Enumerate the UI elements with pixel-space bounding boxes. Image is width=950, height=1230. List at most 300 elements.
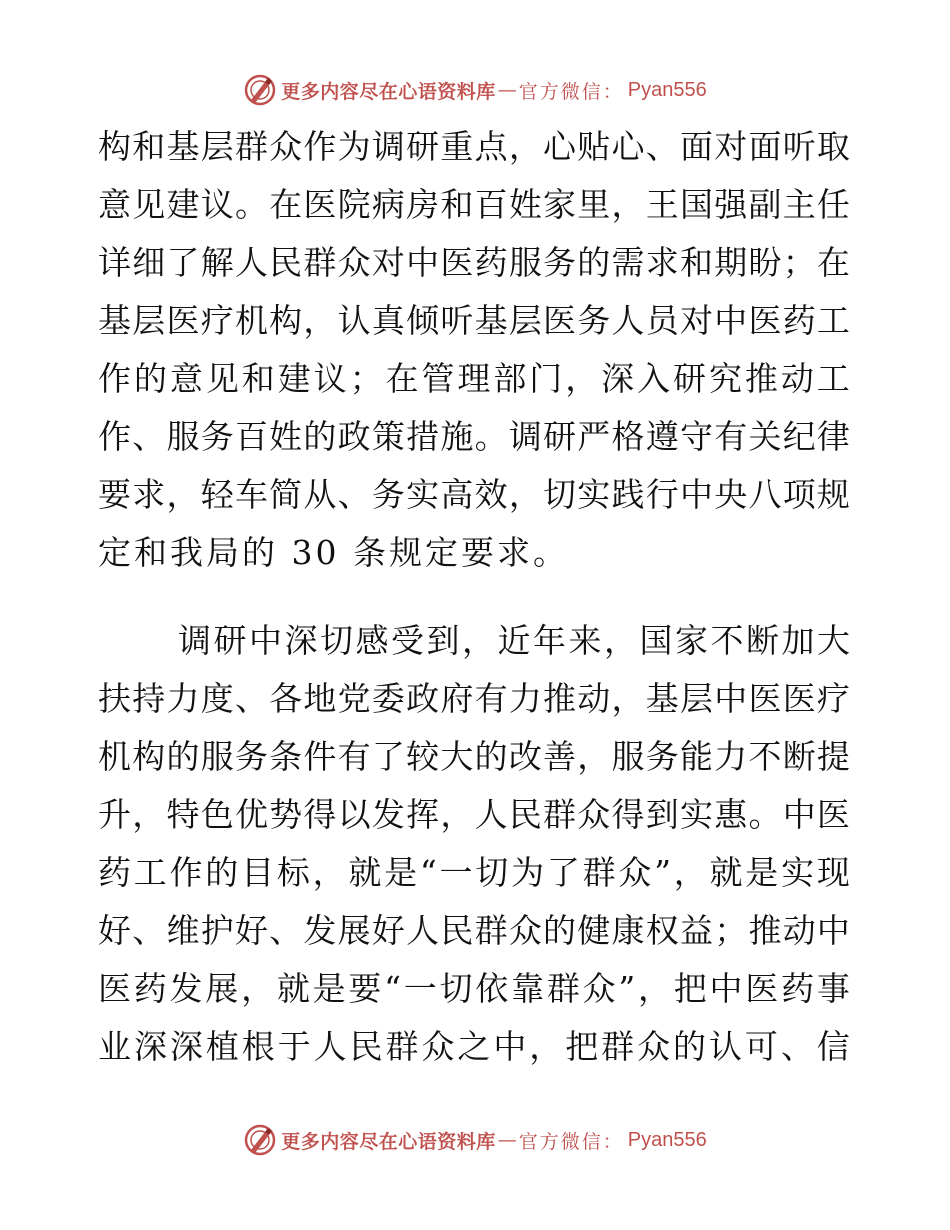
glyph: 群 [546, 969, 580, 1008]
glyph: 实 [577, 475, 611, 514]
glyph: ， [565, 359, 599, 398]
glyph: 在 [816, 243, 850, 282]
glyph: 盼 [748, 243, 782, 282]
glyph: 点 [474, 127, 508, 166]
glyph: 、 [132, 911, 166, 950]
text-line [98, 292, 850, 350]
glyph: 层 [679, 679, 713, 718]
glyph: 员 [645, 301, 679, 340]
glyph: 能 [679, 737, 713, 776]
glyph: 善 [543, 737, 577, 776]
glyph: 各 [269, 679, 303, 718]
glyph: 众 [582, 969, 616, 1008]
glyph: 要 [348, 969, 382, 1008]
watermark-official-label: 官方微信： [518, 80, 624, 103]
glyph: 意 [169, 359, 203, 398]
glyph: 医 [440, 243, 474, 282]
glyph: 施 [440, 417, 474, 456]
glyph: 在 [269, 185, 303, 224]
glyph: 工 [816, 301, 850, 340]
glyph: 目 [241, 853, 275, 892]
glyph: 权 [645, 911, 679, 950]
glyph: 特 [166, 795, 200, 834]
glyph: 不 [748, 737, 782, 776]
glyph: ” [618, 969, 636, 1008]
glyph: 得 [611, 795, 645, 834]
glyph: 深 [169, 1027, 203, 1066]
glyph: 现 [816, 853, 850, 892]
glyph: 断 [746, 621, 779, 660]
glyph: 靠 [511, 969, 545, 1008]
glyph: ， [241, 969, 275, 1008]
glyph: 医 [166, 301, 200, 340]
glyph: 医 [98, 969, 131, 1008]
glyph: 层 [200, 127, 234, 166]
glyph: 的 [673, 1027, 706, 1066]
glyph: 民 [269, 243, 303, 282]
glyph: ， [440, 795, 474, 834]
glyph: 和 [132, 127, 166, 166]
glyph: 见 [132, 185, 166, 224]
glyph: 地 [303, 679, 337, 718]
glyph: 国 [679, 185, 713, 224]
glyph: ， [312, 853, 346, 892]
text-line [98, 350, 850, 408]
glyph: 有 [714, 417, 748, 456]
glyph: 扶 [98, 679, 131, 718]
glyph: 人 [313, 1027, 347, 1066]
glyph: 到 [645, 795, 679, 834]
paragraph-gap [98, 582, 850, 612]
glyph: 到 [426, 621, 460, 660]
paragraph-2 [98, 612, 850, 1076]
glyph: 实 [406, 475, 440, 514]
glyph: 调 [178, 621, 211, 660]
glyph: 大 [440, 737, 474, 776]
glyph: 建 [277, 359, 311, 398]
glyph: 植 [205, 1027, 239, 1066]
glyph: 的 [577, 243, 611, 282]
glyph: 条 [269, 737, 303, 776]
glyph: 议 [313, 359, 347, 398]
glyph: 调 [508, 417, 542, 456]
glyph: 来 [568, 621, 602, 660]
glyph: 推 [543, 679, 577, 718]
glyph: 理 [457, 359, 491, 398]
glyph: 建 [166, 185, 200, 224]
glyph: 力 [166, 679, 200, 718]
watermark-official-label: 官方微信： [518, 1130, 624, 1153]
glyph: 药 [782, 301, 816, 340]
glyph: 度 [200, 679, 234, 718]
glyph: 车 [234, 475, 268, 514]
glyph: 的 [205, 853, 239, 892]
glyph: ， [508, 127, 542, 166]
glyph: 和 [679, 243, 713, 282]
glyph: 姓 [269, 417, 303, 456]
glyph: 机 [234, 301, 268, 340]
glyph: 任 [816, 185, 850, 224]
glyph: ， [462, 621, 495, 660]
glyph: 医 [745, 969, 779, 1008]
glyph: 。 [234, 185, 268, 224]
glyph: 意 [98, 185, 131, 224]
glyph: ； [714, 911, 748, 950]
glyph: 需 [611, 243, 645, 282]
glyph: 构 [98, 127, 131, 166]
glyph: 医 [748, 301, 782, 340]
glyph: 医 [543, 301, 577, 340]
glyph: 得 [303, 795, 337, 834]
glyph: 民 [349, 1027, 383, 1066]
glyph: 从 [303, 475, 337, 514]
glyph: ” [654, 853, 671, 892]
glyph: 中 [782, 795, 816, 834]
glyph: 展 [337, 911, 371, 950]
glyph: 疗 [816, 679, 850, 718]
glyph: 中 [679, 475, 713, 514]
glyph: 面 [748, 127, 782, 166]
glyph: 政 [406, 679, 440, 718]
glyph: 康 [611, 911, 645, 950]
glyph: ， [604, 621, 637, 660]
watermark-brand: 更多内容尽在心语资料库 [281, 80, 496, 103]
text-line [98, 466, 850, 524]
glyph: 务 [371, 475, 405, 514]
glyph: 党 [337, 679, 371, 718]
glyph: 动 [782, 911, 816, 950]
glyph: 断 [782, 737, 816, 776]
glyph: 人 [234, 243, 268, 282]
glyph: 层 [508, 301, 542, 340]
glyph: 听 [782, 127, 816, 166]
glyph: 面 [679, 127, 713, 166]
glyph: 严 [577, 417, 611, 456]
glyph: 研 [213, 621, 247, 660]
glyph: 动 [577, 679, 611, 718]
glyph: ； [782, 243, 816, 282]
glyph: 众 [577, 795, 611, 834]
glyph: 高 [440, 475, 474, 514]
glyph: ， [508, 475, 542, 514]
glyph: 项 [782, 475, 816, 514]
glyph: 惠 [714, 795, 748, 834]
glyph: 人 [406, 911, 440, 950]
text-line [98, 176, 850, 234]
glyph: 中 [709, 969, 743, 1008]
glyph: 入 [637, 359, 671, 398]
glyph: 八 [748, 475, 782, 514]
glyph: 有 [474, 679, 508, 718]
glyph: 群 [474, 911, 508, 950]
glyph: 究 [708, 359, 742, 398]
glyph: 中 [249, 621, 282, 660]
glyph: 认 [337, 301, 371, 340]
glyph: 加 [781, 621, 815, 660]
glyph: ， [529, 1027, 563, 1066]
glyph: 群 [601, 1027, 635, 1066]
glyph: 药 [474, 243, 508, 282]
glyph: 切 [543, 475, 577, 514]
glyph: 、 [337, 475, 371, 514]
glyph: 病 [371, 185, 405, 224]
glyph: 真 [371, 301, 405, 340]
glyph: 务 [543, 243, 577, 282]
glyph: 国 [639, 621, 673, 660]
glyph: 事 [816, 969, 850, 1008]
glyph: 作 [303, 127, 337, 166]
pen-logo-icon [243, 1123, 277, 1157]
glyph: 要 [98, 475, 131, 514]
glyph: 就 [709, 853, 743, 892]
glyph: 工 [133, 853, 167, 892]
glyph: 推 [748, 911, 782, 950]
glyph: 民 [440, 911, 474, 950]
glyph: 展 [205, 969, 239, 1008]
glyph: 医 [816, 795, 850, 834]
glyph: 服 [508, 243, 542, 282]
glyph: 强 [714, 185, 748, 224]
glyph: 中 [816, 911, 850, 950]
glyph: 把 [673, 969, 707, 1008]
glyph: 在 [385, 359, 419, 398]
glyph: 疗 [200, 301, 234, 340]
glyph: 基 [166, 127, 200, 166]
glyph: 大 [817, 621, 850, 660]
glyph: 是 [312, 969, 346, 1008]
text-line [98, 960, 850, 1018]
glyph: 众 [637, 1027, 671, 1066]
glyph: 较 [406, 737, 440, 776]
glyph: 认 [708, 1027, 742, 1066]
glyph: 。 [474, 417, 508, 456]
glyph: 家 [543, 185, 577, 224]
glyph: ， [611, 185, 645, 224]
glyph: 、 [645, 127, 679, 166]
glyph: 了 [166, 243, 200, 282]
glyph: 不 [710, 621, 744, 660]
glyph: 众 [618, 853, 652, 892]
glyph: 期 [714, 243, 748, 282]
glyph: 见 [205, 359, 239, 398]
glyph: 管 [421, 359, 455, 398]
glyph: ， [303, 301, 337, 340]
glyph: 详 [98, 243, 131, 282]
text-line [98, 670, 850, 728]
glyph: 势 [269, 795, 303, 834]
glyph: 、 [132, 417, 166, 456]
glyph: 护 [200, 911, 234, 950]
glyph: 近 [497, 621, 531, 660]
glyph: 倾 [406, 301, 440, 340]
glyph: 持 [132, 679, 166, 718]
text-line [98, 234, 850, 292]
glyph: 药 [133, 969, 167, 1008]
glyph: 为 [337, 127, 371, 166]
watermark-separator: — [497, 1129, 517, 1151]
text-line [98, 844, 850, 902]
glyph: 研 [543, 417, 577, 456]
glyph: 深 [601, 359, 635, 398]
watermark-separator: — [497, 79, 517, 101]
glyph: 优 [234, 795, 268, 834]
glyph: ， [638, 969, 671, 1008]
glyph: 益 [679, 911, 713, 950]
glyph: 好 [371, 911, 405, 950]
glyph: 务 [577, 301, 611, 340]
glyph: 规 [816, 475, 850, 514]
glyph: 维 [166, 911, 200, 950]
glyph: 层 [132, 301, 166, 340]
glyph: 作 [98, 417, 131, 456]
glyph: 、 [234, 679, 268, 718]
glyph: 践 [611, 475, 645, 514]
glyph: 王 [645, 185, 679, 224]
glyph: 切 [320, 621, 353, 660]
glyph: 众 [337, 243, 371, 282]
glyph: 实 [781, 853, 815, 892]
glyph: 轻 [200, 475, 234, 514]
glyph: 群 [234, 127, 268, 166]
text-line [98, 408, 850, 466]
glyph: 群 [385, 1027, 419, 1066]
glyph: 根 [241, 1027, 275, 1066]
glyph: ， [577, 737, 611, 776]
glyph: 百 [474, 185, 508, 224]
glyph: 遵 [645, 417, 679, 456]
glyph: 色 [200, 795, 234, 834]
glyph: 的 [474, 737, 508, 776]
glyph: 群 [582, 853, 616, 892]
glyph: 深 [133, 1027, 167, 1066]
glyph: 服 [200, 737, 234, 776]
glyph: 就 [276, 969, 310, 1008]
glyph: 委 [371, 679, 405, 718]
glyph: 关 [748, 417, 782, 456]
glyph: 务 [234, 737, 268, 776]
glyph: 构 [269, 301, 303, 340]
glyph: 业 [98, 1027, 131, 1066]
watermark-handle: Pyan556 [627, 78, 707, 101]
glyph: 里 [577, 185, 611, 224]
glyph: 实 [679, 795, 713, 834]
glyph: 工 [816, 359, 850, 398]
glyph: 的 [166, 737, 200, 776]
glyph: 构 [132, 737, 166, 776]
glyph: 一 [403, 969, 437, 1008]
glyph: 效 [474, 475, 508, 514]
glyph: 房 [406, 185, 440, 224]
glyph: 纪 [782, 417, 816, 456]
glyph: 医 [748, 679, 782, 718]
glyph: 有 [337, 737, 371, 776]
glyph: ， [166, 475, 200, 514]
glyph: 众 [269, 127, 303, 166]
glyph: 药 [781, 969, 815, 1008]
glyph: 了 [546, 853, 580, 892]
glyph: 措 [406, 417, 440, 456]
glyph: 中 [406, 243, 440, 282]
glyph: 、 [780, 1027, 814, 1066]
glyph: 重 [440, 127, 474, 166]
glyph: 心 [543, 127, 577, 166]
glyph: 姓 [508, 185, 542, 224]
glyph: 作 [169, 853, 203, 892]
glyph: 求 [645, 243, 679, 282]
glyph: 央 [714, 475, 748, 514]
glyph: 的 [543, 911, 577, 950]
glyph: 之 [457, 1027, 491, 1066]
glyph: 是 [384, 853, 418, 892]
header-watermark [0, 70, 950, 110]
glyph: 百 [234, 417, 268, 456]
glyph: 的 [133, 359, 167, 398]
glyph: 挥 [406, 795, 440, 834]
glyph: 医 [782, 679, 816, 718]
glyph: 解 [200, 243, 234, 282]
glyph: 策 [371, 417, 405, 456]
text-line [98, 612, 850, 670]
glyph: “ [384, 969, 401, 1008]
glyph: 对 [714, 127, 748, 166]
paragraph-1 [98, 118, 850, 582]
glyph: 府 [440, 679, 474, 718]
glyph: 。 [748, 795, 782, 834]
glyph: 律 [816, 417, 850, 456]
glyph: 对 [679, 301, 713, 340]
glyph: 动 [780, 359, 814, 398]
watermark-brand: 更多内容尽在心语资料库 [281, 1130, 496, 1153]
glyph: 和 [440, 185, 474, 224]
glyph: 一 [439, 853, 473, 892]
glyph: 推 [744, 359, 778, 398]
glyph: 发 [169, 969, 203, 1008]
glyph: 好 [98, 911, 131, 950]
text-line [98, 118, 850, 176]
glyph: 受 [391, 621, 424, 660]
glyph: 药 [98, 853, 131, 892]
glyph: 了 [371, 737, 405, 776]
glyph: 群 [543, 795, 577, 834]
glyph: 众 [421, 1027, 455, 1066]
glyph: 细 [132, 243, 166, 282]
glyph: 发 [371, 795, 405, 834]
glyph: 发 [303, 911, 337, 950]
glyph: 是 [745, 853, 779, 892]
glyph: 服 [611, 737, 645, 776]
text-line [98, 786, 850, 844]
glyph: 切 [475, 853, 509, 892]
glyph: 好 [234, 911, 268, 950]
glyph: 门 [529, 359, 563, 398]
glyph: 提 [816, 737, 850, 776]
glyph: 行 [645, 475, 679, 514]
glyph: 的 [303, 417, 337, 456]
glyph: 切 [439, 969, 473, 1008]
glyph: 院 [337, 185, 371, 224]
glyph: 人 [474, 795, 508, 834]
glyph: 就 [348, 853, 382, 892]
glyph: 健 [577, 911, 611, 950]
glyph: 群 [303, 243, 337, 282]
glyph: ， [132, 795, 166, 834]
glyph: 标 [276, 853, 310, 892]
glyph: 调 [371, 127, 405, 166]
glyph: 务 [645, 737, 679, 776]
glyph: 基 [645, 679, 679, 718]
glyph: 格 [611, 417, 645, 456]
glyph: 机 [98, 737, 131, 776]
